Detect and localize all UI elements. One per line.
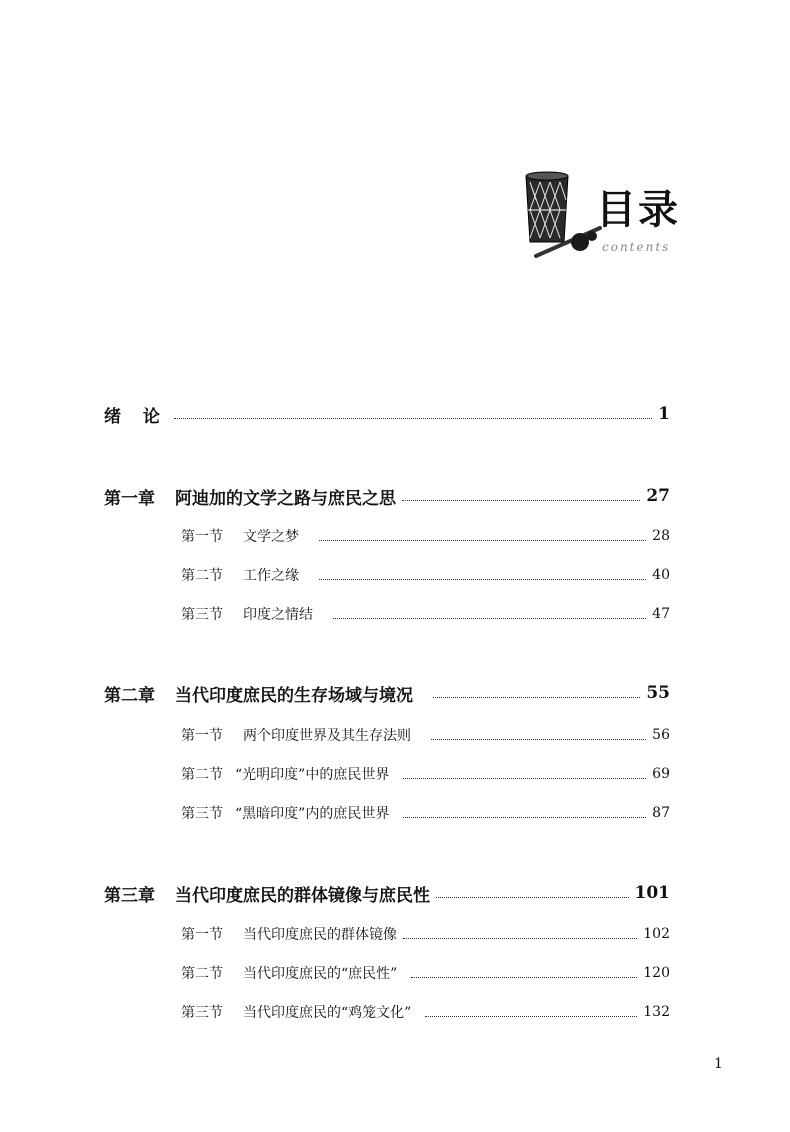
- toc-section[interactable]: [181, 1000, 670, 1024]
- dot-leader: [433, 695, 640, 698]
- dot-leader: [333, 616, 646, 619]
- section-page: 120: [643, 965, 670, 981]
- dot-leader: [174, 416, 652, 419]
- section-number: 第三节: [181, 806, 223, 822]
- dot-leader: [319, 577, 646, 580]
- section-title: 当代印度庶民的群体镜像: [243, 927, 397, 943]
- section-page: 132: [643, 1004, 670, 1020]
- section-title: 文学之梦: [243, 529, 299, 545]
- section-page: 40: [652, 567, 670, 583]
- chapter-title: 当代印度庶民的生存场域与境况: [175, 685, 413, 706]
- chapter-label: 第一章: [104, 488, 155, 509]
- chapter-title: 当代印度庶民的群体镜像与庶民性: [175, 885, 430, 906]
- section-page: 28: [652, 528, 670, 544]
- section-title: 工作之缘: [243, 568, 299, 584]
- dot-leader: [319, 538, 646, 541]
- toc-section[interactable]: [181, 922, 670, 946]
- page-title: 目录: [596, 187, 680, 233]
- chapter-page: 27: [646, 486, 670, 506]
- dot-leader: [431, 737, 646, 740]
- section-number: 第二节: [181, 767, 223, 783]
- section-page: 87: [652, 805, 670, 821]
- section-number: 第二节: [181, 966, 223, 982]
- section-page: 47: [652, 606, 670, 622]
- chapter-title: 阿迪加的文学之路与庶民之思: [175, 488, 396, 509]
- toc-chapter-1[interactable]: [104, 484, 670, 508]
- toc-chapter-3[interactable]: [104, 881, 670, 905]
- section-page: 56: [652, 727, 670, 743]
- page-number: 1: [714, 1056, 723, 1072]
- section-title: 当代印度庶民的“庶民性”: [243, 966, 398, 982]
- toc-section[interactable]: [181, 961, 670, 985]
- section-title: “光明印度”中的庶民世界: [235, 767, 390, 783]
- toc-section[interactable]: [181, 524, 670, 548]
- dot-leader: [403, 936, 637, 939]
- section-page: 69: [652, 766, 670, 782]
- section-number: 第一节: [181, 728, 223, 744]
- section-title: 印度之情结: [243, 607, 313, 623]
- section-page: 102: [643, 926, 670, 942]
- section-number: 第三节: [181, 607, 223, 623]
- toc-entry-label: 绪 论: [104, 406, 168, 427]
- section-title: 当代印度庶民的“鸡笼文化”: [243, 1005, 412, 1021]
- section-number: 第三节: [181, 1005, 223, 1021]
- toc-section[interactable]: [181, 723, 670, 747]
- section-number: 第二节: [181, 568, 223, 584]
- toc-chapter-2[interactable]: [104, 681, 670, 705]
- toc-section[interactable]: [181, 801, 670, 825]
- dot-leader: [436, 895, 629, 898]
- chapter-label: 第二章: [104, 685, 155, 706]
- toc-entry-page: 1: [658, 404, 670, 424]
- toc-entry-intro[interactable]: [104, 402, 670, 426]
- chapter-page: 55: [646, 683, 670, 703]
- section-number: 第一节: [181, 529, 223, 545]
- section-title: 两个印度世界及其生存法则: [243, 728, 411, 744]
- section-title: “黑暗印度”内的庶民世界: [235, 806, 390, 822]
- toc-section[interactable]: [181, 563, 670, 587]
- toc-section[interactable]: [181, 762, 670, 786]
- chapter-label: 第三章: [104, 885, 155, 906]
- dot-leader: [411, 975, 637, 978]
- chapter-page: 101: [634, 883, 670, 903]
- toc-section[interactable]: [181, 602, 670, 626]
- dot-leader: [403, 776, 646, 779]
- section-number: 第一节: [181, 927, 223, 943]
- page-subtitle: contents: [602, 240, 671, 254]
- dot-leader: [402, 498, 640, 501]
- dot-leader: [425, 1014, 637, 1017]
- dot-leader: [403, 815, 646, 818]
